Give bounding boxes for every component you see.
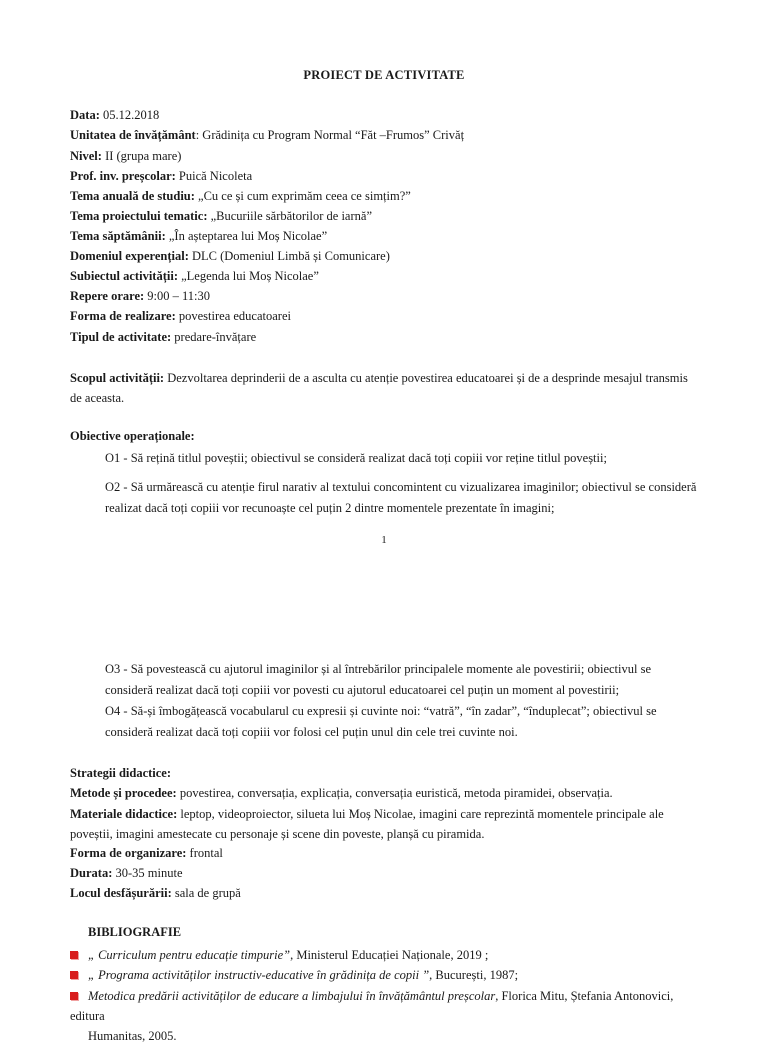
field-tema-saptamanii: Tema săptămânii: „În așteptarea lui Moș Nicolae” bbox=[70, 229, 328, 243]
bibliografie-heading: BIBLIOGRAFIE bbox=[88, 925, 182, 939]
field-metode: Metode și procedee: povestirea, conversația, explicația, conversația euristică, metoda piramidei, observația. bbox=[70, 786, 613, 800]
field-forma-organizare: Forma de organizare: frontal bbox=[70, 846, 223, 860]
field-data: Data: 05.12.2018 bbox=[70, 108, 160, 122]
field-materiale: Materiale didactice: leptop, videoproiector, silueta lui Moș Nicolae, imagini care reprezintă momentele principale ale poveștii, imagini amestecate cu personaje și scene din poveste, planșă cu piramida. bbox=[70, 807, 664, 841]
field-tema-proiect: Tema proiectului tematic: „Bucuriile sărbătorilor de iarnă” bbox=[70, 209, 372, 223]
field-prof: Prof. inv. preșcolar: Puică Nicoleta bbox=[70, 169, 253, 183]
objective-o2: O2 - Să urmărească cu atenție firul narativ al textului concomintent cu vizualizarea imaginilor; obiectivul se consideră realizat dacă toți copiii vor recunoaște cel puțin 2 dintre momentele prezentate în imagini; bbox=[105, 480, 697, 515]
field-nivel: Nivel: II (grupa mare) bbox=[70, 149, 182, 163]
field-forma-realizare: Forma de realizare: povestirea educatoarei bbox=[70, 309, 291, 323]
bibliography-item: „ Programa activităților instructiv-educative în grădinița de copii ”, București, 1987; bbox=[70, 965, 710, 985]
bibliography-item: Metodica predării activităților de educare a limbajului în învățământul preșcolar, Florica Mitu, Ștefania Antonovici, editura Humanitas, 2005. bbox=[70, 989, 674, 1043]
scopul-paragraph: Scopul activității: Dezvoltarea deprinderii de a asculta cu atenție povestirea educatoarei și de a desprinde mesajul transmis de aceasta. bbox=[70, 371, 688, 405]
field-tema-anuala: Tema anuală de studiu: „Cu ce și cum exprimăm ceea ce simțim?” bbox=[70, 189, 411, 203]
field-repere-orare: Repere orare: 9:00 – 11:30 bbox=[70, 289, 211, 303]
field-locul: Locul desfășurării: sala de grupă bbox=[70, 886, 241, 900]
strategii-heading: Strategii didactice: bbox=[70, 766, 172, 780]
bullet-icon bbox=[70, 992, 78, 1000]
document-title: PROIECT DE ACTIVITATE bbox=[303, 68, 465, 82]
bullet-icon bbox=[70, 971, 78, 979]
obiective-heading: Obiective operaționale: bbox=[70, 429, 195, 443]
bibliography-item: „ Curriculum pentru educație timpurie”, Ministerul Educației Naționale, 2019 ; bbox=[70, 945, 710, 965]
field-tipul-activitate: Tipul de activitate: predare-învățare bbox=[70, 330, 257, 344]
field-unitatea: Unitatea de învățământ: Grădinița cu Program Normal “Făt –Frumos” Crivăț bbox=[70, 128, 465, 142]
objective-o1: O1 - Să rețină titlul poveștii; obiectivul se consideră realizat dacă toți copiii vor reține titlul poveștii; bbox=[105, 451, 607, 465]
field-domeniul: Domeniul experențial: DLC (Domeniul Limbă și Comunicare) bbox=[70, 249, 390, 263]
bullet-icon bbox=[70, 951, 78, 959]
objective-o4: O4 - Să-și îmbogățească vocabularul cu expresii și cuvinte noi: “vatră”, “în zadar”, “înduplecat”; obiectivul se consideră realizat dacă toți copiii vor folosi cel puțin unul din cele trei cuvinte noi. bbox=[105, 704, 657, 739]
objective-o3: O3 - Să povestească cu ajutorul imaginilor și al întrebărilor principalele momente ale povestirii; obiectivul se consideră realizat dacă toți copiii vor povesti cu ajutorul educatoarei cel puțin un moment al povestirii; bbox=[105, 662, 652, 697]
field-subiectul: Subiectul activității: „Legenda lui Moș Nicolae” bbox=[70, 269, 319, 283]
field-durata: Durata: 30-35 minute bbox=[70, 866, 183, 880]
page-number: 1 bbox=[381, 534, 387, 546]
